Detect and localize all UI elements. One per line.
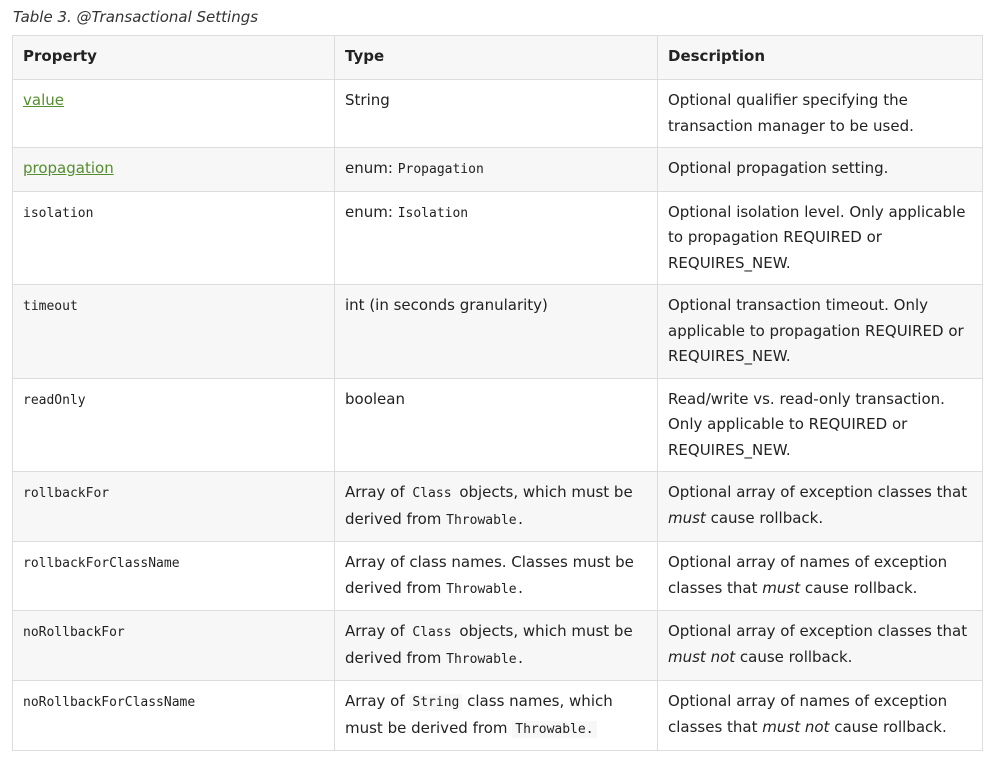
description-text: cause rollback.	[705, 508, 824, 527]
description-emphasis: must	[668, 508, 706, 527]
description-cell	[658, 80, 983, 148]
type-code: Class	[409, 624, 454, 641]
description-text: Read/write vs. read-only transaction. Only applicable to REQUIRED or REQUIRES_NEW.	[668, 389, 945, 459]
type-text: Array of	[345, 692, 410, 710]
property-cell	[13, 611, 335, 681]
type-text: boolean	[345, 389, 405, 408]
property-cell	[13, 378, 335, 472]
header-description: Description	[658, 36, 983, 80]
table-row	[13, 472, 983, 542]
header-property: Property	[13, 36, 335, 80]
table-row	[13, 191, 983, 285]
property-cell	[13, 285, 335, 379]
property-name: timeout	[23, 299, 78, 314]
type-cell	[335, 681, 658, 751]
table-caption: Table 3. @Transactional Settings	[13, 8, 259, 26]
type-code: Throwable.	[512, 721, 596, 738]
description-cell	[658, 542, 983, 611]
description-text: Optional array of names of exception classes that	[668, 553, 948, 597]
table-row	[13, 681, 983, 751]
table-row	[13, 542, 983, 611]
property-link-value[interactable]: value	[23, 91, 64, 109]
description-text: Optional propagation setting.	[668, 159, 889, 177]
type-text: class names, which must be derived from	[345, 692, 613, 737]
type-cell	[335, 611, 658, 681]
description-cell	[658, 191, 983, 285]
property-cell	[13, 472, 335, 542]
transactional-settings-table	[12, 35, 983, 751]
description-cell	[658, 681, 983, 751]
property-cell	[13, 681, 335, 751]
table-row	[13, 378, 983, 472]
property-name: isolation	[23, 205, 94, 221]
table-row	[13, 611, 983, 681]
description-text: Optional qualifier specifying the transaction manager to be used.	[668, 91, 914, 135]
type-text: Array of	[345, 622, 410, 640]
property-name: rollbackFor	[23, 486, 110, 501]
description-emphasis: must	[762, 578, 801, 597]
property-cell	[13, 80, 335, 148]
type-code: Class	[409, 485, 454, 502]
type-cell	[335, 285, 658, 379]
type-cell	[335, 472, 658, 542]
type-prefix: enum:	[345, 202, 398, 221]
property-cell	[13, 191, 335, 285]
property-name: noRollbackFor	[23, 625, 125, 640]
property-cell	[13, 148, 335, 192]
description-cell	[658, 472, 983, 542]
type-text: objects, which must be derived from	[345, 483, 633, 528]
description-text: cause rollback.	[800, 578, 918, 597]
description-text: cause rollback.	[735, 647, 853, 666]
description-text: Optional array of names of exception classes that	[668, 692, 948, 736]
table-row	[13, 285, 983, 379]
table-header-row	[13, 36, 983, 80]
type-code: Isolation	[397, 205, 469, 221]
type-code: Propagation	[397, 162, 484, 177]
description-text: Optional isolation level. Only applicable to propagation REQUIRED or REQUIRES_NEW.	[668, 202, 966, 272]
description-emphasis: must not	[668, 647, 736, 666]
type-code: Throwable.	[446, 651, 525, 667]
description-text: Optional array of exception classes that	[668, 483, 968, 501]
type-text: Array of class names. Classes must be derived from	[345, 553, 634, 597]
type-cell	[335, 378, 658, 472]
type-text: objects, which must be derived from	[345, 622, 633, 667]
description-emphasis: must not	[762, 717, 830, 736]
type-code: Throwable.	[446, 512, 525, 528]
type-cell	[335, 191, 658, 285]
description-cell	[658, 285, 983, 379]
description-text: cause rollback.	[829, 717, 947, 736]
type-cell	[335, 80, 658, 148]
type-code: String	[409, 694, 462, 711]
property-cell	[13, 542, 335, 611]
header-type: Type	[335, 36, 658, 80]
type-prefix: enum:	[345, 159, 398, 177]
description-cell	[658, 148, 983, 192]
description-cell	[658, 611, 983, 681]
description-cell	[658, 378, 983, 472]
property-name: noRollbackForClassName	[23, 695, 196, 710]
type-cell	[335, 148, 658, 192]
property-link-propagation[interactable]: propagation	[23, 159, 114, 177]
property-name: rollbackForClassName	[23, 556, 180, 571]
property-name: readOnly	[23, 392, 86, 408]
type-code: Throwable.	[446, 581, 525, 597]
table-row	[13, 80, 983, 148]
type-text: Array of	[345, 483, 410, 501]
description-text: Optional transaction timeout. Only applicable to propagation REQUIRED or REQUIRES_NEW.	[668, 296, 964, 365]
table-row	[13, 148, 983, 192]
description-text: Optional array of exception classes that	[668, 622, 968, 640]
type-text: String	[345, 91, 390, 109]
type-text: int (in seconds granularity)	[345, 296, 548, 314]
type-cell	[335, 542, 658, 611]
